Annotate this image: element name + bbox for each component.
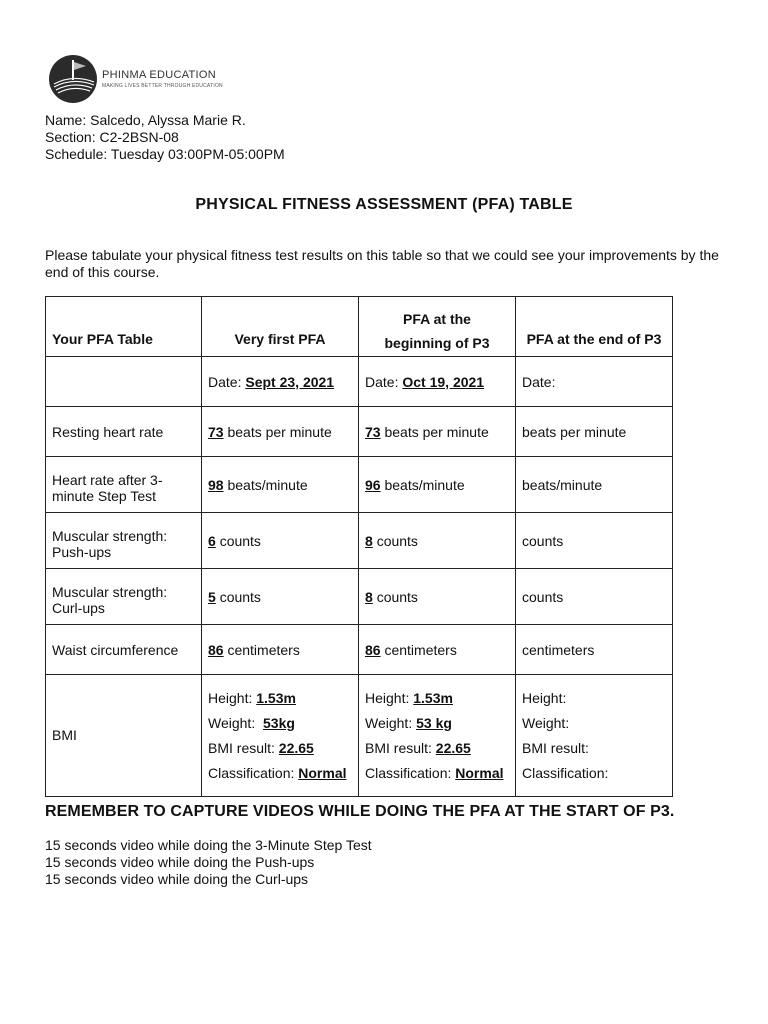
table-row-date <box>46 357 673 407</box>
bmi-result-value: 22.65 <box>278 739 314 756</box>
cell-unit: counts <box>522 588 564 605</box>
table-row <box>46 407 673 457</box>
classification-value: Normal <box>455 764 504 781</box>
value-cell <box>359 625 516 675</box>
header-beginning-of-p3 <box>359 297 516 357</box>
bmi-result-label: BMI result: <box>365 739 432 756</box>
cell-unit: beats/minute <box>522 476 603 493</box>
video-list <box>45 837 372 888</box>
page-title: PHYSICAL FITNESS ASSESSMENT (PFA) TABLE <box>195 196 573 213</box>
value-cell <box>202 513 359 569</box>
bmi-result-value: 22.65 <box>435 739 471 756</box>
logo-tagline: MAKING LIVES BETTER THROUGH EDUCATION <box>102 82 223 89</box>
row-label: BMI <box>46 675 202 797</box>
row-label: Resting heart rate <box>46 407 202 457</box>
date-label: Date: <box>208 373 242 390</box>
cell-value: 86 <box>208 641 224 658</box>
weight-value: 53kg <box>263 714 295 731</box>
cell-unit: counts <box>376 532 418 549</box>
table-row <box>46 569 673 625</box>
cell-value: 73 <box>365 423 381 440</box>
date-cell <box>359 357 516 407</box>
cell-value: 86 <box>365 641 381 658</box>
value-cell <box>359 457 516 513</box>
bmi-result-label: BMI result: <box>522 739 589 756</box>
cell-value: 98 <box>208 476 224 493</box>
cell-unit: counts <box>219 588 261 605</box>
phinma-logo <box>48 54 223 104</box>
value-cell <box>359 569 516 625</box>
height-label: Height: <box>365 689 410 706</box>
value-cell <box>516 625 673 675</box>
cell-value: 96 <box>365 476 381 493</box>
value-cell <box>359 407 516 457</box>
student-section: Section: C2-2BSN-08 <box>45 129 179 145</box>
cell-unit: beats/minute <box>384 476 465 493</box>
pfa-table <box>45 296 673 797</box>
header-beginning-line1: PFA at the <box>403 311 471 327</box>
cell-value: 6 <box>208 532 216 549</box>
value-cell <box>202 625 359 675</box>
value-cell <box>516 513 673 569</box>
date-cell <box>516 357 673 407</box>
date-label: Date: <box>365 373 399 390</box>
list-item: 15 seconds video while doing the 3-Minute Step Test <box>45 837 372 853</box>
table-row <box>46 625 673 675</box>
student-schedule: Schedule: Tuesday 03:00PM-05:00PM <box>45 146 285 162</box>
bmi-result-label: BMI result: <box>208 739 275 756</box>
bmi-cell <box>516 675 673 797</box>
date-row-label <box>46 357 202 407</box>
intro-paragraph: Please tabulate your physical fitness test results on this table so that we could see your improvements by the end of this course. <box>45 247 719 280</box>
classification-value: Normal <box>298 764 347 781</box>
table-row <box>46 457 673 513</box>
cell-value: 73 <box>208 423 224 440</box>
row-label: Muscular strength: Curl-ups <box>46 569 202 625</box>
classification-label: Classification: <box>522 764 609 781</box>
cell-unit: beats per minute <box>522 423 627 440</box>
value-cell <box>202 407 359 457</box>
bmi-cell <box>359 675 516 797</box>
value-cell <box>359 513 516 569</box>
student-name: Name: Salcedo, Alyssa Marie R. <box>45 112 246 128</box>
phinma-logo-icon <box>48 54 98 104</box>
date-value: Oct 19, 2021 <box>402 373 485 390</box>
table-row-bmi <box>46 675 673 797</box>
header-beginning-line2: beginning of P3 <box>384 335 490 351</box>
date-cell <box>202 357 359 407</box>
cell-unit: counts <box>522 532 564 549</box>
reminder-heading: REMEMBER TO CAPTURE VIDEOS WHILE DOING THE PFA AT THE START OF P3. <box>45 803 675 820</box>
list-item: 15 seconds video while doing the Push-ups <box>45 854 315 870</box>
value-cell <box>516 569 673 625</box>
list-item: 15 seconds video while doing the Curl-ups <box>45 871 309 887</box>
cell-unit: centimeters <box>227 641 300 658</box>
value-cell <box>516 457 673 513</box>
height-value: 1.53m <box>256 689 296 706</box>
height-value: 1.53m <box>413 689 453 706</box>
height-label: Height: <box>522 689 567 706</box>
cell-unit: centimeters <box>522 641 595 658</box>
cell-value: 8 <box>365 588 373 605</box>
height-label: Height: <box>208 689 253 706</box>
weight-value: 53 kg <box>416 714 452 731</box>
cell-unit: centimeters <box>384 641 457 658</box>
weight-label: Weight: <box>208 714 256 731</box>
table-row <box>46 513 673 569</box>
cell-unit: counts <box>376 588 418 605</box>
weight-label: Weight: <box>365 714 413 731</box>
row-label: Waist circumference <box>46 625 202 675</box>
logo-name: PHINMA EDUCATION <box>102 68 216 81</box>
value-cell <box>202 569 359 625</box>
value-cell <box>516 407 673 457</box>
cell-unit: beats per minute <box>227 423 332 440</box>
cell-value: 8 <box>365 532 373 549</box>
cell-value: 5 <box>208 588 216 605</box>
weight-label: Weight: <box>522 714 570 731</box>
header-end-of-p3: PFA at the end of P3 <box>516 297 673 357</box>
student-info <box>45 112 285 163</box>
date-value: Sept 23, 2021 <box>245 373 335 390</box>
cell-unit: beats per minute <box>384 423 489 440</box>
header-very-first-pfa: Very first PFA <box>202 297 359 357</box>
date-label: Date: <box>522 373 556 390</box>
header-your-pfa-table: Your PFA Table <box>46 297 202 357</box>
row-label: Muscular strength: Push-ups <box>46 513 202 569</box>
table-header-row <box>46 297 673 357</box>
value-cell <box>202 457 359 513</box>
bmi-cell <box>202 675 359 797</box>
cell-unit: beats/minute <box>227 476 308 493</box>
row-label: Heart rate after 3-minute Step Test <box>46 457 202 513</box>
classification-label: Classification: <box>208 764 295 781</box>
cell-unit: counts <box>219 532 261 549</box>
classification-label: Classification: <box>365 764 452 781</box>
